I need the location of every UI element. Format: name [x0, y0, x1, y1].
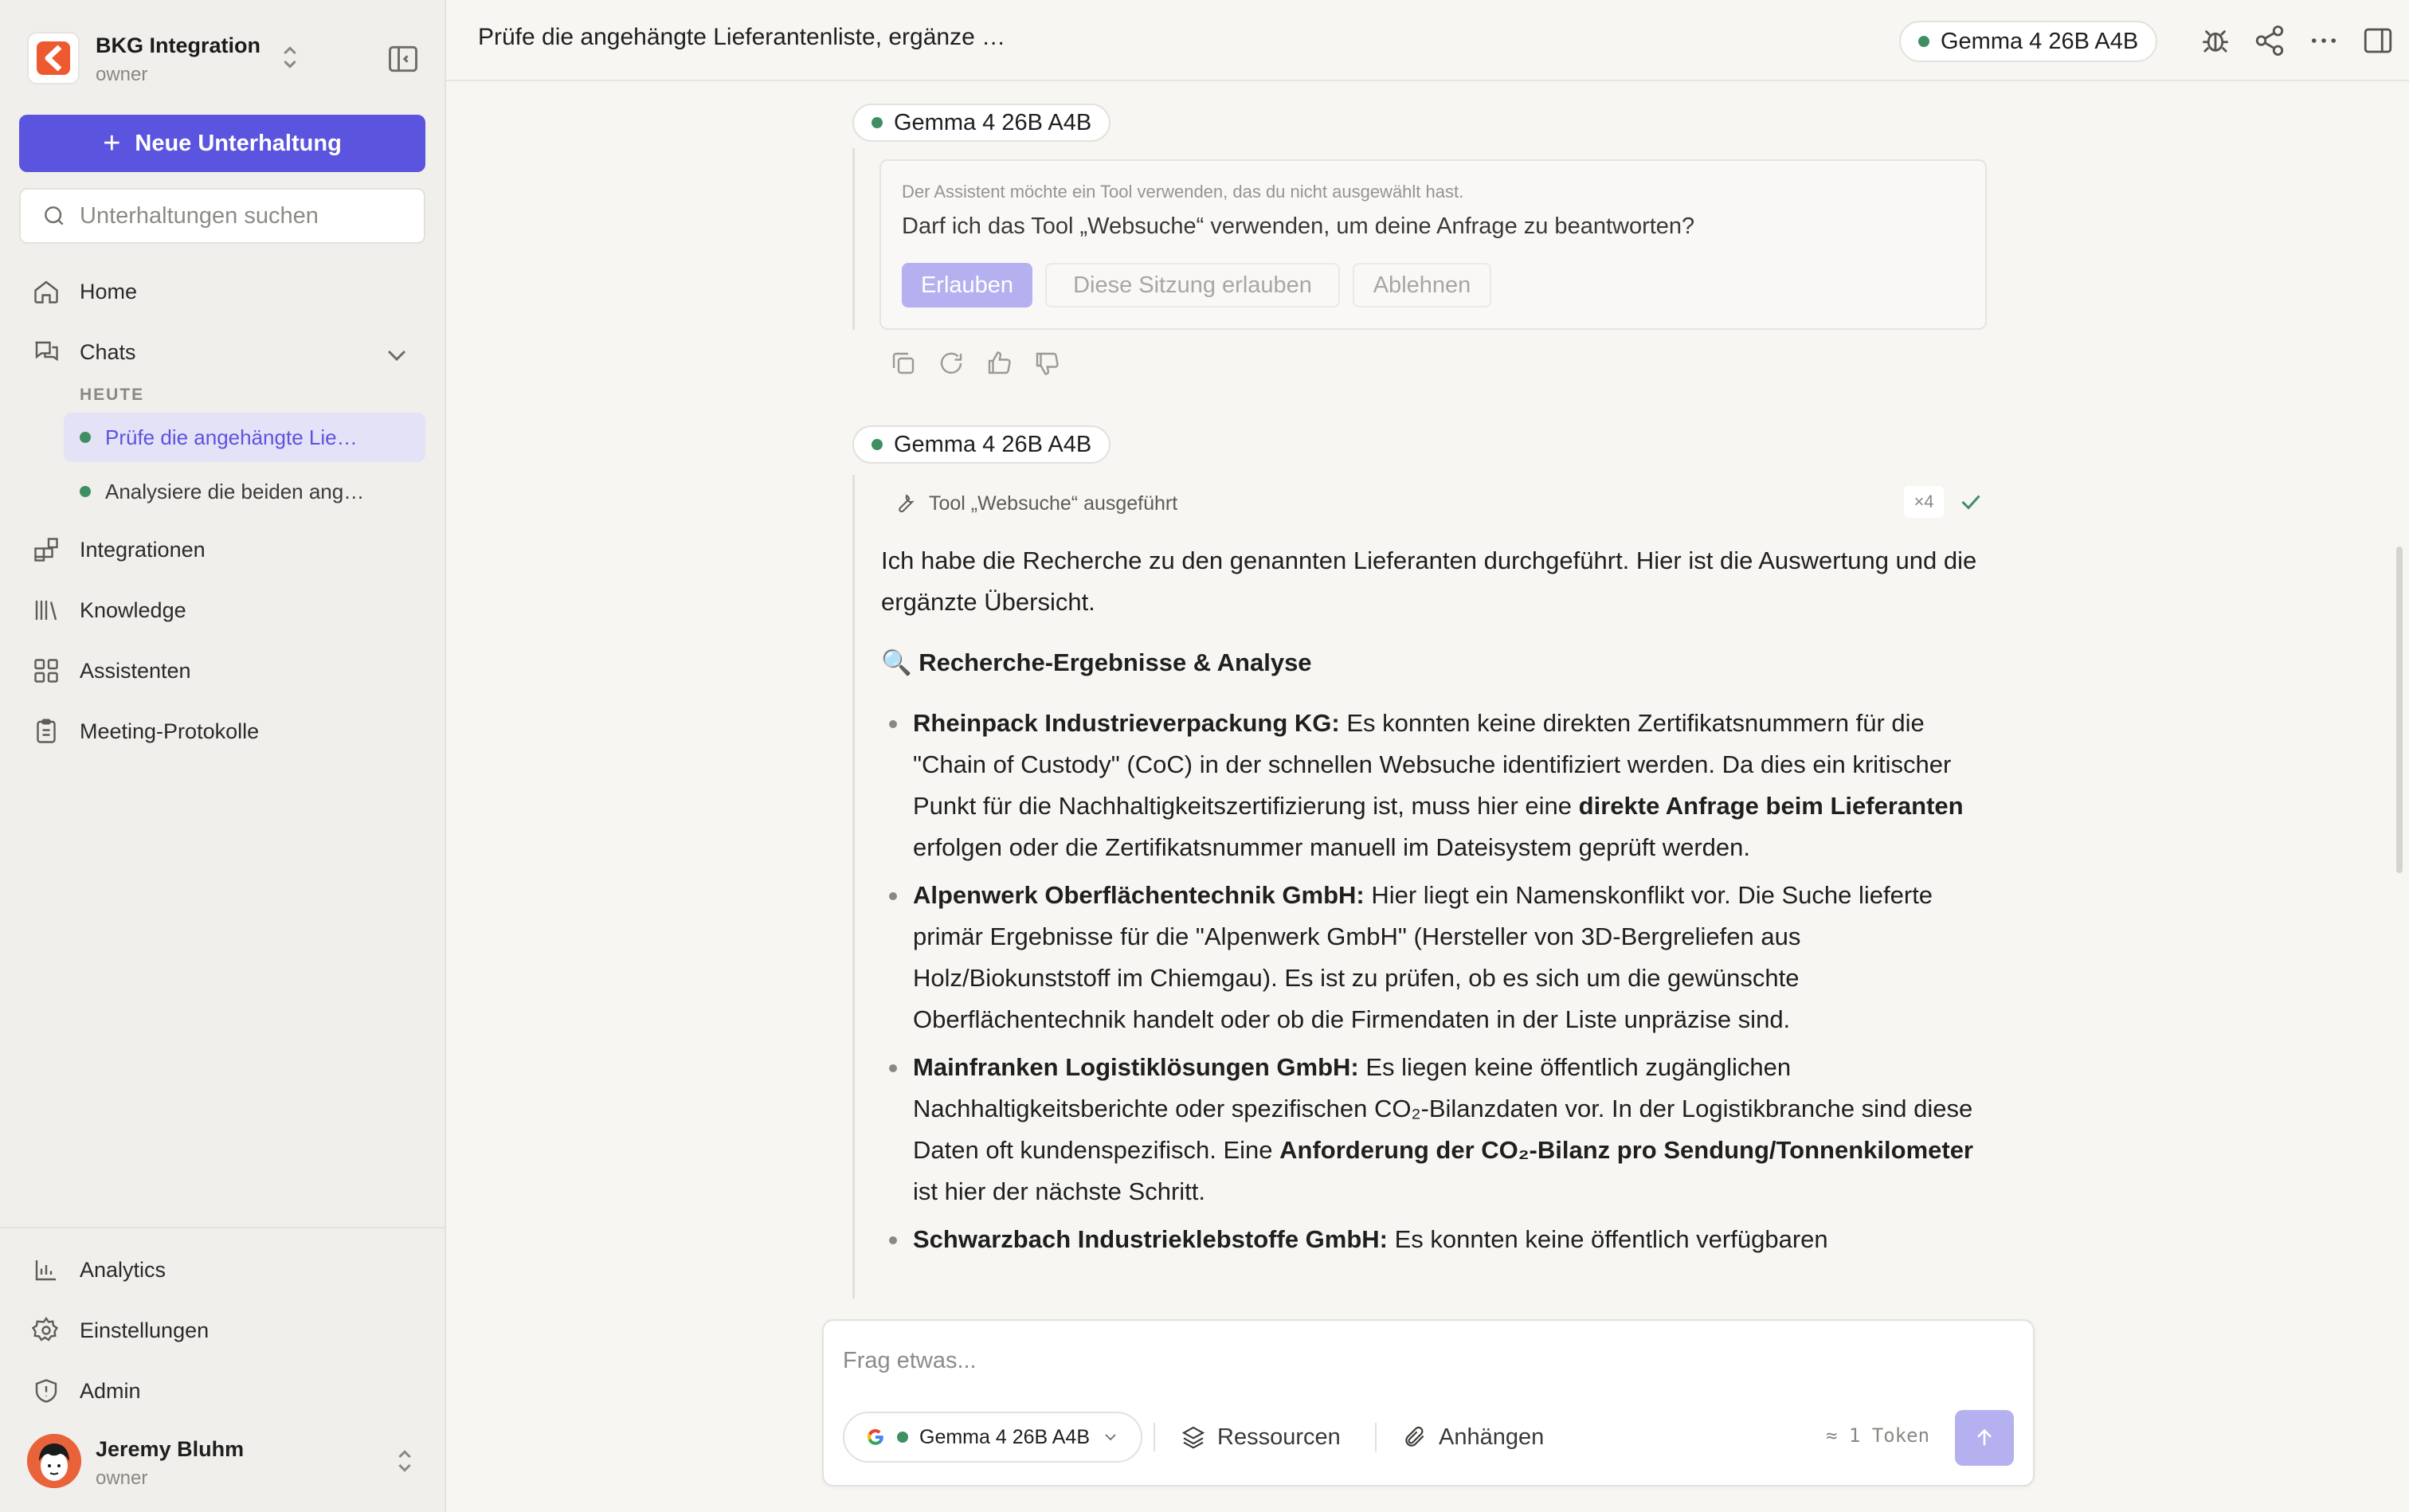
gear-icon: [32, 1316, 61, 1345]
nav-home-label: Home: [80, 279, 138, 304]
chevron-down-icon[interactable]: [381, 339, 413, 371]
supplier-emphasis: direkte Anfrage beim Lieferanten: [1578, 792, 1964, 820]
arrow-up-icon: [1972, 1425, 1997, 1451]
sidebar: [0, 0, 446, 1512]
nav-analytics-label: Analytics: [80, 1257, 166, 1282]
nav-home[interactable]: [32, 274, 137, 309]
status-dot: [872, 117, 883, 128]
supplier-name: Schwarzbach Industrieklebstoffe GmbH:: [913, 1225, 1388, 1253]
chat-item[interactable]: [64, 413, 425, 462]
user-role: owner: [96, 1467, 148, 1489]
composer-model-label: Gemma 4 26B A4B: [919, 1425, 1091, 1448]
answer-list: [881, 703, 1996, 1260]
supplier-emphasis: Anforderung der CO₂-Bilanz pro Sendung/Tonnenkilometer: [1279, 1136, 1974, 1164]
tool-run-label: Tool „Websuche“ ausgeführt: [929, 492, 1178, 515]
message-input[interactable]: [843, 1348, 2006, 1388]
plus-icon: +: [103, 127, 121, 160]
nav-settings-label: Einstellungen: [80, 1318, 210, 1342]
model-label: Gemma 4 26B A4B: [894, 431, 1092, 457]
thumbs-up-icon[interactable]: [985, 349, 1013, 378]
nav-assistants-label: Assistenten: [80, 658, 191, 683]
new-conversation-label: Neue Unterhaltung: [135, 130, 342, 156]
avatar: [27, 1434, 81, 1488]
tool-run-indicator[interactable]: [889, 486, 1987, 521]
google-icon: [865, 1427, 886, 1447]
search-icon: [41, 203, 67, 229]
resources-label: Ressourcen: [1217, 1424, 1341, 1450]
tool-run-count: ×4: [1904, 486, 1944, 518]
check-icon: [1957, 488, 1985, 516]
assistant-answer: [881, 540, 1996, 1267]
header-model-badge[interactable]: [1899, 21, 2157, 62]
chevron-updown-icon[interactable]: [274, 41, 306, 73]
supplier-text: Es konnten keine öffentlich verfügbaren: [1388, 1225, 1828, 1253]
resources-button[interactable]: [1181, 1415, 1341, 1459]
message-rail: [852, 148, 855, 330]
model-label: Gemma 4 26B A4B: [894, 109, 1092, 135]
workspace-name: BKG Integration: [96, 33, 260, 57]
chat-item[interactable]: [64, 467, 425, 516]
message-model-badge: [852, 104, 1110, 142]
workspace-switcher[interactable]: [27, 30, 425, 86]
nav-integrations[interactable]: [32, 532, 206, 567]
status-dot: [80, 486, 91, 497]
library-icon: [32, 596, 61, 625]
collapse-sidebar-icon[interactable]: [386, 41, 421, 76]
wrench-icon: [892, 492, 916, 515]
nav-meetings-label: Meeting-Protokolle: [80, 719, 260, 743]
chevron-down-icon: [1101, 1428, 1120, 1447]
model-selector[interactable]: [843, 1412, 1142, 1463]
more-icon[interactable]: [2307, 24, 2340, 57]
workspace-role: owner: [96, 64, 148, 85]
status-dot: [897, 1432, 908, 1443]
home-icon: [32, 277, 61, 306]
list-item: [881, 875, 1996, 1040]
nav-analytics[interactable]: [32, 1252, 166, 1287]
nav-integrations-label: Integrationen: [80, 537, 206, 562]
attach-label: Anhängen: [1439, 1424, 1545, 1450]
chevron-updown-icon[interactable]: [389, 1445, 421, 1477]
supplier-name: Rheinpack Industrieverpackung KG:: [913, 709, 1340, 737]
supplier-text: erfolgen oder die Zertifikatsnummer manuell im Dateisystem geprüft werden.: [913, 833, 1751, 861]
nav-admin[interactable]: [32, 1373, 141, 1408]
supplier-text: Hier liegt ein Namenskonflikt vor. Die Suche lieferte primär Ergebnisse für die "Alpenwerk GmbH" (Hersteller von 3D-Bergreliefen aus Holz/Biokunststoff im Chiemgau). Es ist zu prüfen, ob es sich um die gewünschte Oberflächentechnik handelt oder ob die Firmendaten in der Liste unpräzise sind.: [913, 881, 1933, 1033]
tool-permission-card: [879, 159, 1987, 330]
side-panel-icon[interactable]: [2361, 24, 2395, 57]
share-icon[interactable]: [2253, 24, 2286, 57]
deny-button[interactable]: Ablehnen: [1353, 263, 1491, 307]
supplier-text: ist hier der nächste Schritt.: [913, 1177, 1205, 1205]
status-dot: [80, 432, 91, 443]
workspace-logo: [27, 32, 80, 84]
nav-admin-label: Admin: [80, 1378, 141, 1403]
supplier-name: Alpenwerk Oberflächentechnik GmbH:: [913, 881, 1365, 909]
message-model-badge: [852, 425, 1110, 464]
chat-item-label: Analysiere die beiden ang…: [105, 479, 365, 503]
chat-item-label: Prüfe die angehängte Lie…: [105, 425, 358, 449]
answer-heading: 🔍 Recherche-Ergebnisse & Analyse: [881, 648, 1312, 676]
permission-subtitle: Der Assistent möchte ein Tool verwenden, das du nicht ausgewählt hast.: [902, 182, 1464, 202]
integrations-icon: [32, 535, 61, 564]
message-rail: [852, 475, 855, 1299]
nav-chats-label: Chats: [80, 339, 136, 364]
sidebar-divider: [0, 1227, 446, 1228]
scrollbar[interactable]: [2396, 546, 2403, 873]
grid-icon: [32, 656, 61, 685]
shield-icon: [32, 1377, 61, 1405]
nav-knowledge[interactable]: [32, 593, 186, 628]
layers-icon: [1181, 1424, 1206, 1450]
bug-icon[interactable]: [2199, 24, 2232, 57]
thumbs-down-icon[interactable]: [1032, 349, 1061, 378]
new-conversation-button[interactable]: [19, 115, 425, 172]
nav-settings[interactable]: [32, 1313, 209, 1348]
allow-button[interactable]: Erlauben: [902, 263, 1032, 307]
answer-intro: Ich habe die Recherche zu den genannten Lieferanten durchgeführt. Hier ist die Auswertung und die ergänzte Übersicht.: [881, 546, 1977, 616]
list-item: [881, 1047, 1996, 1212]
user-name: Jeremy Bluhm: [96, 1437, 245, 1461]
search-input[interactable]: [80, 203, 414, 229]
list-item: [881, 703, 1996, 868]
token-count: ≈ 1 Token: [1826, 1424, 1930, 1447]
conversation-header: [446, 0, 2409, 81]
nav-chats[interactable]: [32, 335, 136, 370]
status-dot: [872, 439, 883, 450]
conversation-search[interactable]: [19, 188, 425, 244]
list-item: [881, 1219, 1996, 1260]
copy-icon[interactable]: [889, 349, 918, 378]
divider: [1154, 1423, 1155, 1451]
message-list: [446, 81, 2409, 1299]
regenerate-icon[interactable]: [937, 349, 966, 378]
section-today-label: HEUTE: [80, 386, 145, 404]
allow-session-button[interactable]: Diese Sitzung erlauben: [1045, 263, 1340, 307]
supplier-text: Es liegen keine öffentlich zugänglichen Nachhaltigkeitsberichte oder spezifischen CO₂-Bilanzdaten vor. In der Logistikbranche sind diese Daten oft kundenspezifisch. Eine: [913, 1053, 1973, 1164]
supplier-name: Mainfranken Logistiklösungen GmbH:: [913, 1053, 1359, 1081]
status-dot: [1918, 36, 1929, 47]
send-button[interactable]: [1955, 1410, 2014, 1466]
message-composer: [822, 1319, 2035, 1487]
user-menu[interactable]: [27, 1434, 425, 1491]
divider: [1375, 1423, 1377, 1451]
attach-button[interactable]: [1402, 1415, 1544, 1459]
supplier-text: Es konnten keine direkten Zertifikatsnummern für die "Chain of Custody" (CoC) in der schnellen Websuche identifiziert werden. Da dies ein kritischer Punkt für die Nachhaltigkeitszertifizierung ist, muss hier eine: [913, 709, 1952, 820]
conversation-title: Prüfe die angehängte Lieferantenliste, ergänze …: [478, 24, 1006, 50]
chat-bubbles-icon: [32, 338, 61, 366]
nav-knowledge-label: Knowledge: [80, 597, 186, 622]
permission-question: Darf ich das Tool „Websuche“ verwenden, um deine Anfrage zu beantworten?: [902, 213, 1695, 239]
nav-assistants[interactable]: [32, 653, 191, 688]
paperclip-icon: [1402, 1424, 1428, 1450]
header-model-label: Gemma 4 26B A4B: [1941, 28, 2139, 54]
nav-meetings[interactable]: [32, 714, 259, 749]
bar-chart-icon: [32, 1255, 61, 1284]
clipboard-icon: [32, 717, 61, 746]
